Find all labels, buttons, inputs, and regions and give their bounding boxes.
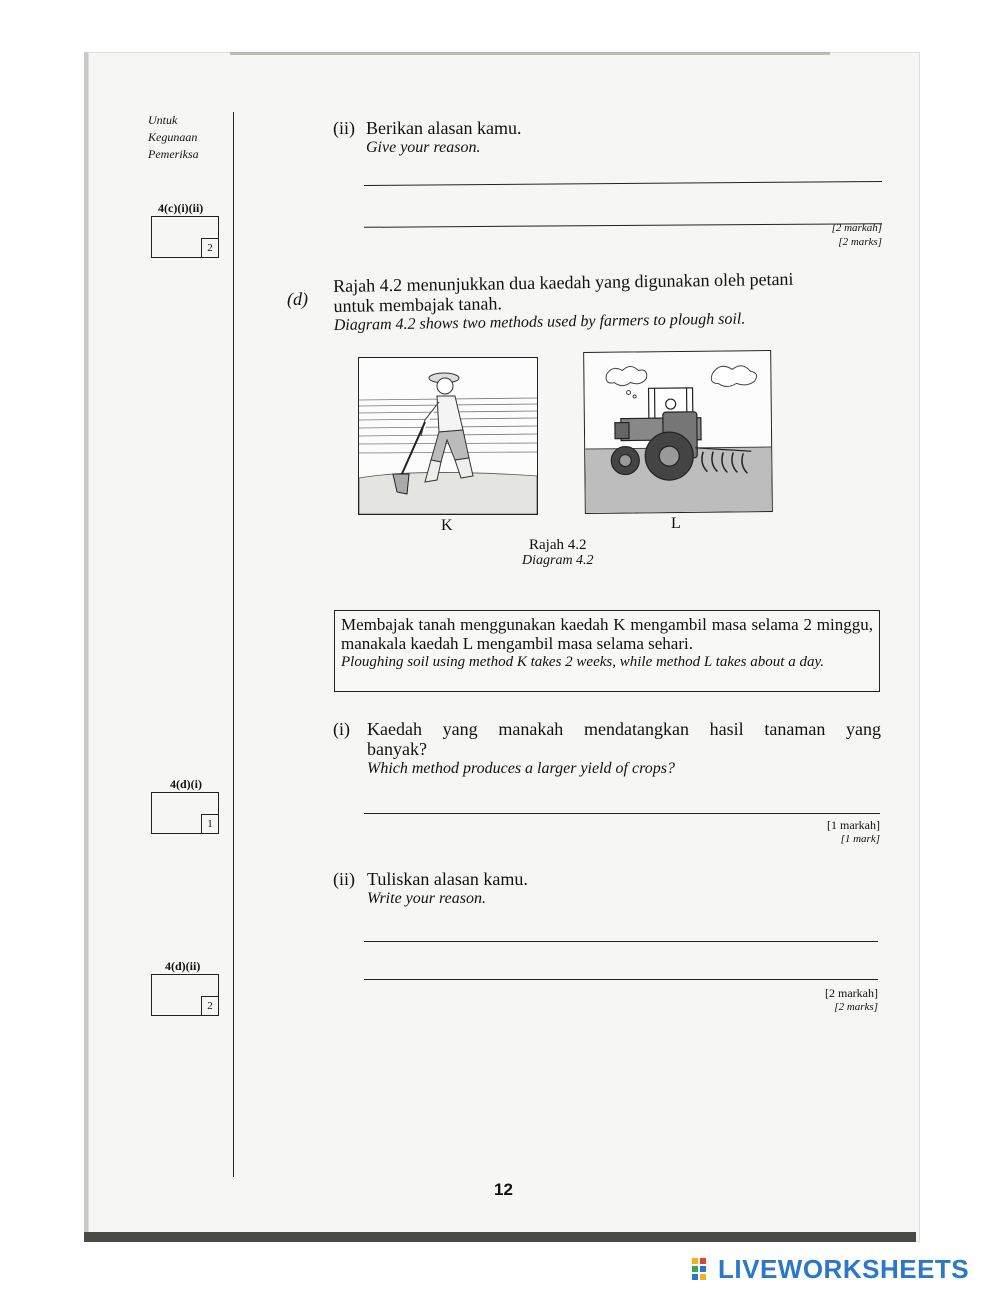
question-malay: Rajah 4.2 menunjukkan dua kaedah yang digunakan oleh petani: [333, 268, 794, 296]
question-malay-block: [367, 719, 881, 759]
markbox-4d-ii[interactable]: [151, 974, 219, 1016]
question-malay: Berikan alasan kamu.: [366, 118, 522, 138]
markbox-score: 2: [201, 996, 218, 1015]
marks-malay: [1 markah]: [827, 818, 880, 832]
question-english: Give your reason.: [366, 139, 481, 156]
question-malay: banyak?: [367, 739, 427, 759]
marks-allocation: [780, 221, 882, 249]
marks-english: [2 marks]: [838, 236, 882, 248]
page-shadow: [84, 1232, 916, 1242]
marks-malay: [2 markah]: [831, 222, 882, 234]
info-box: [334, 610, 880, 692]
marks-malay: [2 markah]: [825, 986, 878, 1000]
diagram-caption-english: Diagram 4.2: [522, 553, 594, 568]
marks-allocation: [780, 819, 880, 846]
liveworksheets-brand[interactable]: LIVEWORKSHEETS: [718, 1254, 970, 1284]
markbox-label-4d-i: 4(d)(i): [170, 777, 202, 791]
farmer-hoeing-illustration: [359, 358, 537, 514]
question-number: (d): [287, 289, 308, 309]
markbox-4d-i[interactable]: [151, 792, 219, 834]
diagram-label-l: L: [671, 515, 681, 532]
marks-english: [2 marks]: [834, 1001, 878, 1013]
markbox-label-4c-i-ii: 4(c)(i)(ii): [158, 201, 204, 215]
examiner-heading-line: Pemeriksa: [148, 147, 199, 161]
diagram-l-tractor: [583, 350, 773, 514]
question-malay: Kaedah yang manakah mendatangkan hasil tanaman yang: [367, 719, 881, 739]
examiner-use-heading: [148, 112, 199, 163]
info-english: Ploughing soil using method K takes 2 weeks, while method L takes about a day.: [341, 654, 825, 670]
examiner-heading-line: Kegunaan: [148, 130, 198, 144]
marks-english: [1 mark]: [840, 833, 880, 845]
markbox-label-4d-ii: 4(d)(ii): [165, 959, 201, 973]
question-malay: untuk membajak tanah.: [333, 293, 503, 316]
page-edge: [230, 52, 830, 55]
question-malay: Tuliskan alasan kamu.: [367, 869, 528, 889]
diagram-k-hoe-farmer: [358, 357, 538, 515]
markbox-score: 2: [201, 238, 218, 257]
diagram-caption-malay: Rajah 4.2: [529, 537, 587, 553]
info-malay: Membajak tanah menggunakan kaedah K mengambil masa selama 2 minggu, manakala kaedah L mengambil masa selama sehari.: [341, 615, 873, 653]
question-english: Diagram 4.2 shows two methods used by farmers to plough soil.: [333, 310, 746, 334]
liveworksheets-logo-icon: [692, 1258, 714, 1280]
question-number: (ii): [333, 869, 355, 889]
examiner-heading-line: Untuk: [148, 113, 178, 127]
answer-line[interactable]: [364, 813, 880, 814]
question-number: (ii): [333, 118, 355, 138]
question-english: Write your reason.: [367, 890, 486, 907]
tractor-plough-illustration: [584, 351, 772, 513]
answer-line[interactable]: [364, 979, 878, 980]
question-number: (i): [333, 719, 350, 739]
answer-line[interactable]: [364, 941, 878, 942]
question-stem: [333, 269, 794, 335]
marks-allocation: [778, 987, 878, 1014]
markbox-score: 1: [201, 814, 218, 833]
diagram-label-k: K: [441, 517, 453, 534]
markbox-4c-i-ii[interactable]: [151, 216, 219, 258]
question-english: Which method produces a larger yield of crops?: [367, 760, 675, 777]
page-number: 12: [494, 1180, 513, 1199]
margin-divider: [233, 112, 234, 1177]
